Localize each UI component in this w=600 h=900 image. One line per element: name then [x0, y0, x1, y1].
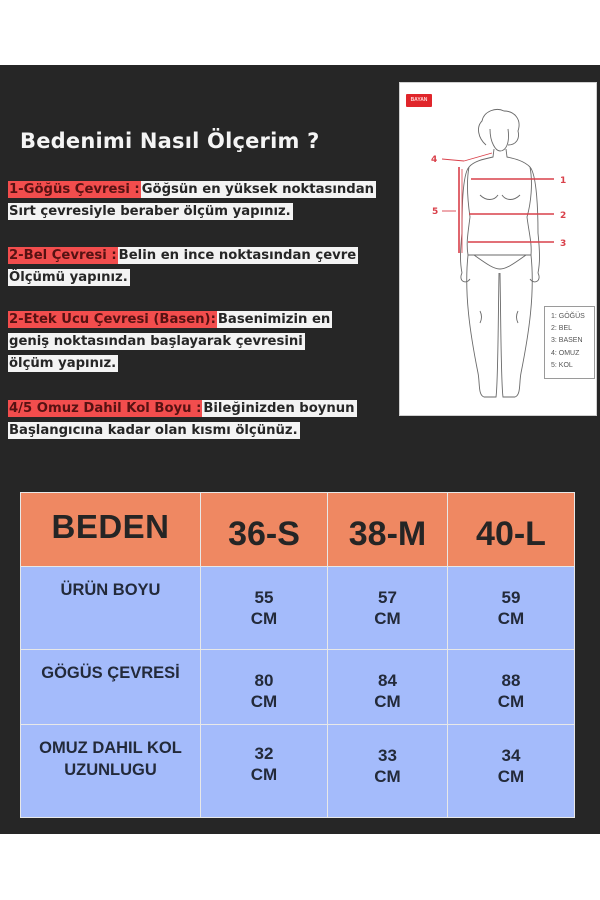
body-measurement-diagram	[399, 82, 597, 416]
legend-item: 4: OMUZ	[551, 349, 580, 357]
table-cell: 59 CM	[448, 567, 575, 650]
table-cell: 57 CM	[328, 567, 448, 650]
diagram-legend	[544, 306, 595, 379]
table-cell: 84 CM	[328, 650, 448, 725]
instruction-label: 2-Bel Çevresi :	[9, 248, 117, 263]
instruction-label: 2-Etek Ucu Çevresi (Basen):	[9, 312, 216, 327]
table-row	[21, 650, 575, 725]
instruction-arm-length	[8, 398, 357, 442]
instruction-waist	[8, 245, 358, 289]
instruction-text: Bileğinizden boynun	[203, 401, 355, 416]
instruction-text: Basenimizin en	[217, 312, 331, 327]
table-cell: 80 CM	[201, 650, 328, 725]
column-header-size: 38-M	[328, 493, 448, 567]
legend-item: 3: BASEN	[551, 337, 583, 345]
table-header-row	[21, 493, 575, 567]
instruction-label: 1-Göğüs Çevresi :	[9, 182, 140, 197]
row-label: GÖGÜS ÇEVRESİ	[21, 650, 201, 725]
column-header-size: 36-S	[201, 493, 328, 567]
instruction-text: Belin en ince noktasından çevre	[118, 248, 357, 263]
instruction-text: Başlangıcına kadar olan kısmı ölçünüz.	[9, 423, 298, 438]
instruction-hip	[8, 309, 332, 375]
size-chart-table	[20, 492, 575, 818]
instruction-text: ölçüm yapınız.	[9, 356, 117, 371]
table-cell: 34 CM	[448, 725, 575, 818]
legend-item: 5: KOL	[551, 361, 573, 369]
marker-5: 5	[432, 207, 439, 217]
table-row	[21, 567, 575, 650]
column-header-beden: BEDEN	[21, 493, 201, 567]
table-row	[21, 725, 575, 818]
column-header-size: 40-L	[448, 493, 575, 567]
marker-2: 2	[560, 211, 567, 221]
row-label: OMUZ DAHIL KOL UZUNLUGU	[21, 725, 201, 818]
instruction-text: Sırt çevresiyle beraber ölçüm yapınız.	[9, 204, 291, 219]
instruction-text: Göğsün en yüksek noktasından	[141, 182, 374, 197]
instruction-label: 4/5 Omuz Dahil Kol Boyu :	[9, 401, 202, 416]
legend-item: 1: GÖĞÜS	[551, 313, 585, 320]
gender-badge: BAYAN	[406, 94, 432, 107]
marker-4: 4	[431, 155, 438, 165]
marker-3: 3	[560, 239, 567, 249]
marker-1: 1	[560, 176, 567, 186]
table-cell: 33 CM	[328, 725, 448, 818]
table-cell: 55 CM	[201, 567, 328, 650]
page-title: Bedenimi Nasıl Ölçerim ?	[20, 129, 320, 153]
instruction-text: geniş noktasından başlayarak çevresini	[9, 334, 303, 349]
table-cell: 88 CM	[448, 650, 575, 725]
table-cell: 32 CM	[201, 725, 328, 818]
instruction-text: Ölçümü yapınız.	[9, 270, 128, 285]
row-label: ÜRÜN BOYU	[21, 567, 201, 650]
legend-item: 2: BEL	[551, 325, 573, 333]
instruction-chest	[8, 179, 376, 223]
